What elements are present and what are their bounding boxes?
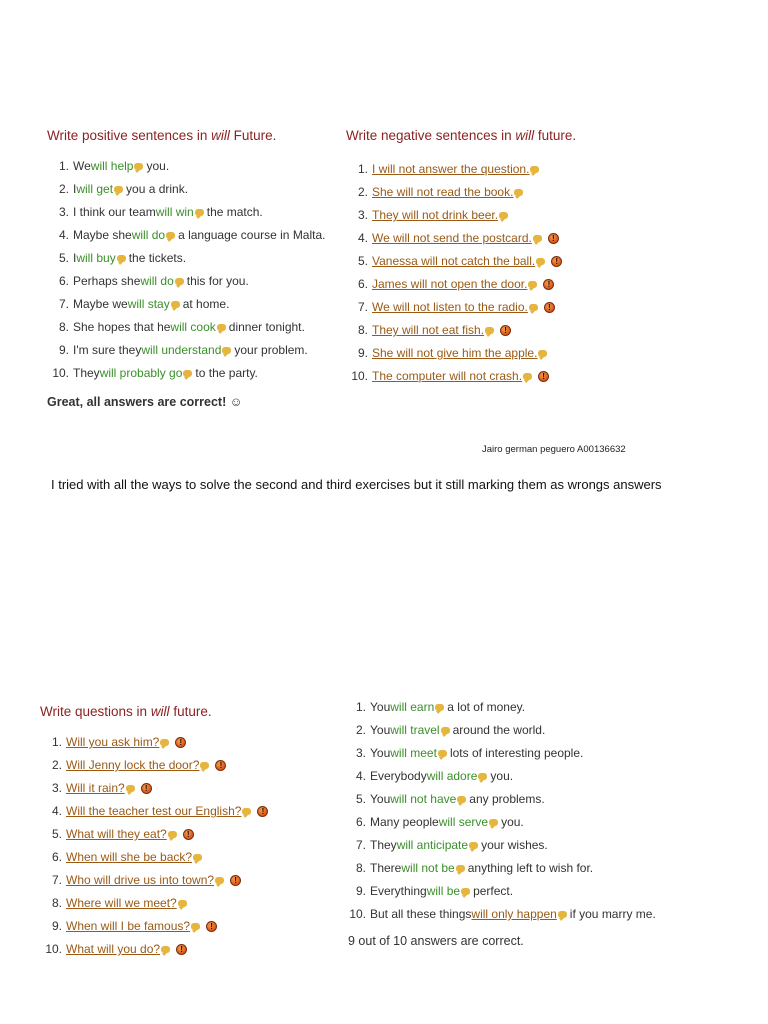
answer-text: Will it rain? xyxy=(66,781,125,795)
speech-bubble-icon[interactable] xyxy=(528,281,537,288)
item-number: 4. xyxy=(51,804,62,818)
list-item xyxy=(346,181,651,204)
item-number: 5. xyxy=(355,792,366,806)
item-number: 3. xyxy=(58,205,69,219)
answer-text: Vanessa will not catch the ball. xyxy=(372,254,536,268)
list-item xyxy=(346,204,651,227)
answer-text: will travel xyxy=(390,723,440,737)
list-item xyxy=(346,250,651,273)
sentence-text: the tickets. xyxy=(128,251,187,265)
list-item xyxy=(344,811,675,834)
answer-text: We will not listen to the radio. xyxy=(372,300,528,314)
warning-icon: ! xyxy=(176,944,187,955)
item-number: 8. xyxy=(357,323,368,337)
speech-bubble-icon[interactable] xyxy=(114,186,123,193)
speech-bubble-icon[interactable] xyxy=(558,911,567,918)
answer-text: will serve xyxy=(438,815,489,829)
list-item xyxy=(47,155,330,178)
speech-bubble-icon[interactable] xyxy=(485,327,494,334)
speech-bubble-icon[interactable] xyxy=(160,739,169,746)
answer-list xyxy=(40,731,334,961)
warning-icon: ! xyxy=(175,737,186,748)
sentence-text: They xyxy=(370,838,397,852)
answer-text: will get xyxy=(76,182,114,196)
list-item xyxy=(346,296,651,319)
answer-list xyxy=(346,158,651,388)
sentence-text: your wishes. xyxy=(481,838,548,852)
sentence-text: I xyxy=(73,182,77,196)
sentence-text: your problem. xyxy=(234,343,308,357)
list-item xyxy=(47,293,330,316)
item-number: 7. xyxy=(51,873,62,887)
item-number: 4. xyxy=(355,769,366,783)
warning-icon: ! xyxy=(551,256,562,267)
sentence-text: I xyxy=(73,251,77,265)
sentence-text: You xyxy=(370,746,391,760)
answer-text: will be xyxy=(426,884,461,898)
warning-icon: ! xyxy=(500,325,511,336)
sentence-text: You xyxy=(370,700,391,714)
answer-text: will do xyxy=(131,228,166,242)
speech-bubble-icon[interactable] xyxy=(536,258,545,265)
item-number: 1. xyxy=(357,162,368,176)
speech-bubble-icon[interactable] xyxy=(457,796,466,803)
speech-bubble-icon[interactable] xyxy=(175,278,184,285)
sentence-text: She hopes that he xyxy=(73,320,171,334)
speech-bubble-icon[interactable] xyxy=(499,212,508,219)
item-number: 9. xyxy=(357,346,368,360)
item-number: 10. xyxy=(351,369,368,383)
answer-text: Will Jenny lock the door? xyxy=(66,758,200,772)
sentence-text: Everybody xyxy=(370,769,427,783)
warning-icon: ! xyxy=(230,875,241,886)
warning-icon: ! xyxy=(215,760,226,771)
item-number: 6. xyxy=(58,274,69,288)
answer-text: will buy xyxy=(76,251,116,265)
answer-text: What will they eat? xyxy=(66,827,167,841)
speech-bubble-icon[interactable] xyxy=(489,819,498,826)
list-item xyxy=(344,696,675,719)
answer-text: will not be xyxy=(401,861,455,875)
sentence-text: lots of interesting people. xyxy=(449,746,584,760)
warning-icon: ! xyxy=(548,233,559,244)
answer-text: will anticipate xyxy=(396,838,469,852)
answer-text: They will not eat fish. xyxy=(372,323,485,337)
speech-bubble-icon[interactable] xyxy=(441,727,450,734)
list-item xyxy=(344,788,675,811)
warning-icon: ! xyxy=(538,371,549,382)
item-number: 9. xyxy=(355,884,366,898)
list-item xyxy=(40,754,334,777)
answer-text: will not have xyxy=(390,792,457,806)
item-number: 5. xyxy=(357,254,368,268)
exercise-fill-panel xyxy=(340,696,675,962)
sentence-text: Everything xyxy=(370,884,427,898)
item-number: 3. xyxy=(355,746,366,760)
item-number: 9. xyxy=(51,919,62,933)
item-number: 7. xyxy=(355,838,366,852)
speech-bubble-icon[interactable] xyxy=(166,232,175,239)
list-item xyxy=(346,273,651,296)
list-item xyxy=(40,823,334,846)
sentence-text: at home. xyxy=(182,297,230,311)
item-number: 1. xyxy=(58,159,69,173)
speech-bubble-icon[interactable] xyxy=(126,785,135,792)
list-item xyxy=(47,247,330,270)
list-item xyxy=(346,158,651,181)
speech-bubble-icon[interactable] xyxy=(183,370,192,377)
sentence-text: I think our team xyxy=(73,205,156,219)
sentence-text: I'm sure they xyxy=(73,343,142,357)
list-item xyxy=(344,903,675,926)
answer-text: will win xyxy=(155,205,194,219)
answer-list xyxy=(47,155,330,385)
item-number: 3. xyxy=(357,208,368,222)
answer-text: will understand xyxy=(141,343,222,357)
answer-text: What will you do? xyxy=(66,942,161,956)
item-number: 9. xyxy=(58,343,69,357)
speech-bubble-icon[interactable] xyxy=(217,324,226,331)
sentence-text: a language course in Malta. xyxy=(178,228,326,242)
list-item xyxy=(47,362,330,385)
sentence-text: Maybe we xyxy=(73,297,128,311)
list-item xyxy=(346,365,651,388)
list-item xyxy=(40,892,334,915)
sentence-text: Maybe she xyxy=(73,228,132,242)
item-number: 2. xyxy=(357,185,368,199)
list-item xyxy=(47,270,330,293)
answer-text: I will not answer the question. xyxy=(372,162,530,176)
answer-text: She will not read the book. xyxy=(372,185,514,199)
item-number: 10. xyxy=(349,907,366,921)
sentence-text: around the world. xyxy=(452,723,546,737)
answer-text: James will not open the door. xyxy=(372,277,528,291)
answer-text: will help xyxy=(90,159,134,173)
item-number: 10. xyxy=(45,942,62,956)
item-number: 7. xyxy=(58,297,69,311)
list-item xyxy=(344,765,675,788)
sentence-text: the match. xyxy=(206,205,263,219)
speech-bubble-icon[interactable] xyxy=(478,773,487,780)
item-number: 6. xyxy=(357,277,368,291)
item-number: 8. xyxy=(51,896,62,910)
item-number: 4. xyxy=(357,231,368,245)
sentence-text: You xyxy=(370,723,391,737)
list-item xyxy=(344,742,675,765)
list-item xyxy=(40,915,334,938)
sentence-text: a lot of money. xyxy=(447,700,526,714)
item-number: 5. xyxy=(58,251,69,265)
student-note: I tried with all the ways to solve the second and third exercises but it still marking them as wrongs answers xyxy=(51,477,662,492)
item-number: 6. xyxy=(355,815,366,829)
sentence-text: We xyxy=(73,159,91,173)
answer-text: will do xyxy=(140,274,174,288)
answer-list xyxy=(344,696,675,926)
answer-text: will adore xyxy=(426,769,478,783)
speech-bubble-icon[interactable] xyxy=(134,163,143,170)
list-item xyxy=(344,719,675,742)
speech-bubble-icon[interactable] xyxy=(215,877,224,884)
speech-bubble-icon[interactable] xyxy=(538,350,547,357)
answer-text: When will she be back? xyxy=(66,850,193,864)
item-number: 2. xyxy=(355,723,366,737)
sentence-text: You xyxy=(370,792,391,806)
sentence-text: you. xyxy=(146,159,170,173)
speech-bubble-icon[interactable] xyxy=(435,704,444,711)
exercise-negative-panel xyxy=(336,122,651,394)
speech-bubble-icon[interactable] xyxy=(193,854,202,861)
speech-bubble-icon[interactable] xyxy=(438,750,447,757)
list-item xyxy=(346,319,651,342)
item-number: 7. xyxy=(357,300,368,314)
sentence-text: There xyxy=(370,861,402,875)
speech-bubble-icon[interactable] xyxy=(530,166,539,173)
answer-text: We will not send the postcard. xyxy=(372,231,532,245)
speech-bubble-icon[interactable] xyxy=(171,301,180,308)
sentence-text: dinner tonight. xyxy=(228,320,305,334)
item-number: 8. xyxy=(58,320,69,334)
speech-bubble-icon[interactable] xyxy=(529,304,538,311)
answer-text: will earn xyxy=(390,700,435,714)
speech-bubble-icon[interactable] xyxy=(242,808,251,815)
speech-bubble-icon[interactable] xyxy=(514,189,523,196)
sentence-text: you. xyxy=(501,815,524,829)
result-summary: 9 out of 10 answers are correct. xyxy=(348,934,524,948)
answer-text: will meet xyxy=(390,746,437,760)
answer-text: They will not drink beer. xyxy=(372,208,499,222)
answer-text: will stay xyxy=(127,297,170,311)
sentence-text: Many people xyxy=(370,815,439,829)
speech-bubble-icon[interactable] xyxy=(523,373,532,380)
speech-bubble-icon[interactable] xyxy=(200,762,209,769)
sentence-text: They xyxy=(73,366,100,380)
sentence-text: Perhaps she xyxy=(73,274,141,288)
sentence-text: you. xyxy=(490,769,514,783)
speech-bubble-icon[interactable] xyxy=(456,865,465,872)
sentence-text: if you marry me. xyxy=(569,907,656,921)
exercise-questions-panel xyxy=(34,698,334,960)
list-item xyxy=(40,846,334,869)
list-item xyxy=(344,880,675,903)
answer-text: Will you ask him? xyxy=(66,735,160,749)
list-item xyxy=(47,201,330,224)
warning-icon: ! xyxy=(543,279,554,290)
list-item xyxy=(47,339,330,362)
item-number: 8. xyxy=(355,861,366,875)
speech-bubble-icon[interactable] xyxy=(191,923,200,930)
result-summary: Great, all answers are correct! ☺ xyxy=(47,395,243,409)
list-item xyxy=(40,777,334,800)
answer-text: will probably go xyxy=(99,366,183,380)
speech-bubble-icon[interactable] xyxy=(178,900,187,907)
sentence-text: this for you. xyxy=(186,274,249,288)
answer-text: Who will drive us into town? xyxy=(66,873,215,887)
item-number: 2. xyxy=(51,758,62,772)
sentence-text: anything left to wish for. xyxy=(467,861,594,875)
exercise-heading: Write positive sentences in will Future. xyxy=(47,128,277,143)
item-number: 6. xyxy=(51,850,62,864)
warning-icon: ! xyxy=(141,783,152,794)
sentence-text: to the party. xyxy=(195,366,258,380)
answer-text: Will the teacher test our English? xyxy=(66,804,242,818)
item-number: 1. xyxy=(355,700,366,714)
item-number: 1. xyxy=(51,735,62,749)
warning-icon: ! xyxy=(183,829,194,840)
speech-bubble-icon[interactable] xyxy=(168,831,177,838)
exercise-heading: Write questions in will future. xyxy=(40,704,212,719)
answer-text: Where will we meet? xyxy=(66,896,177,910)
sentence-text: any problems. xyxy=(469,792,545,806)
speech-bubble-icon[interactable] xyxy=(117,255,126,262)
sentence-text: you a drink. xyxy=(126,182,189,196)
exercise-positive-panel xyxy=(40,122,330,418)
list-item xyxy=(47,178,330,201)
list-item xyxy=(344,834,675,857)
list-item xyxy=(344,857,675,880)
speech-bubble-icon[interactable] xyxy=(222,347,231,354)
speech-bubble-icon[interactable] xyxy=(469,842,478,849)
warning-icon: ! xyxy=(544,302,555,313)
list-item xyxy=(346,227,651,250)
answer-text: will only happen xyxy=(471,907,557,921)
item-number: 4. xyxy=(58,228,69,242)
speech-bubble-icon[interactable] xyxy=(461,888,470,895)
list-item xyxy=(346,342,651,365)
answer-text: When will I be famous? xyxy=(66,919,191,933)
list-item xyxy=(40,869,334,892)
answer-text: will cook xyxy=(170,320,216,334)
item-number: 3. xyxy=(51,781,62,795)
exercise-heading: Write negative sentences in will future. xyxy=(346,128,577,143)
list-item xyxy=(47,224,330,247)
answer-text: She will not give him the apple. xyxy=(372,346,538,360)
list-item xyxy=(40,938,334,961)
list-item xyxy=(47,316,330,339)
answer-text: The computer will not crash. xyxy=(372,369,523,383)
item-number: 2. xyxy=(58,182,69,196)
sentence-text: But all these things xyxy=(370,907,472,921)
speech-bubble-icon[interactable] xyxy=(195,209,204,216)
list-item xyxy=(40,800,334,823)
speech-bubble-icon[interactable] xyxy=(161,946,170,953)
list-item xyxy=(40,731,334,754)
sentence-text: perfect. xyxy=(473,884,514,898)
warning-icon: ! xyxy=(257,806,268,817)
item-number: 10. xyxy=(52,366,69,380)
speech-bubble-icon[interactable] xyxy=(533,235,542,242)
item-number: 5. xyxy=(51,827,62,841)
author-name: Jairo german peguero A00136632 xyxy=(482,444,626,455)
warning-icon: ! xyxy=(206,921,217,932)
